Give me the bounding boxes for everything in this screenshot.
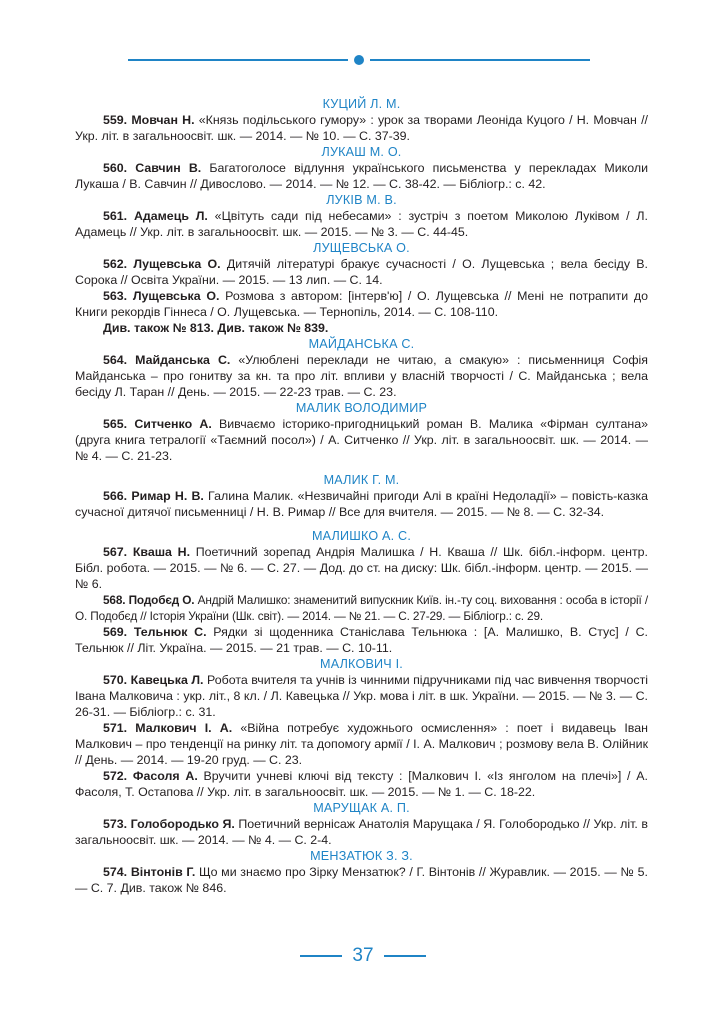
footer-line-right — [384, 955, 426, 957]
entry-text: Андрій Малишко: знаменитий випускник Київ. ін.-ту соц. виховання : особа в історії / О. Подобєд // Історія України (Шк. світ). — 2014. — № 21. — С. 27-29. — Бібліогр.: с. 29. — [75, 593, 648, 623]
entry-number: 573. — [103, 817, 128, 831]
entry-author: Малкович І. А. — [135, 721, 233, 735]
entry-number: 563. — [103, 289, 128, 303]
entry-text: Вивчаємо історико-пригодницький роман В. Малика «Фірман султана» (друга книга тетралогії «Таємний посол») / А. Ситченко // Укр. літ. в загальноосвіт. шк. — 2014. — № 4. — С. 21-23. — [75, 417, 648, 463]
entry-text: Рядки зі щоденника Станіслава Тельнюка : [А. Малишко, В. Стус] / С. Тельнюк // Літ. Україна. — 2015. — 21 трав. — С. 10-11. — [75, 625, 648, 655]
entry-number: 570. — [103, 673, 128, 687]
entry-author: Ситченко А. — [134, 417, 212, 431]
entry-number: 566. — [103, 489, 128, 503]
entry-text: Робота вчителя та учнів із чинними підручниками під час вивчення творчості Івана Малковича : укр. літ., 8 кл. / Л. Кавецька // Укр. мова і літ. в шк. України. — 2015. — № 3. — С. 26-31. — Бібліогр.: с. 31. — [75, 673, 649, 719]
section-heading: ЛУКІВ М. В. — [326, 193, 397, 207]
entry-author: Адамець Л. — [133, 209, 208, 223]
entry-number: 562. — [103, 257, 128, 271]
entry-number: 560. — [103, 161, 128, 175]
entry-author: Голобородько Я. — [130, 817, 235, 831]
section-heading: МАРУЩАК А. П. — [313, 801, 410, 815]
entry-author: Вінтонів Г. — [130, 865, 196, 879]
entry-number: 565. — [103, 417, 128, 431]
entry-text: «Війна потребує художнього осмислення» : поет і видавець Іван Малкович – про тенденції на ринку літ. та допомогу армії / І. А. Малкович ; розмову вела В. Олійник // День. — 2014. — 19-20 груд. — С. 23. — [75, 721, 648, 767]
entry-text: Багатоголосе відлуння українського письменства у перекладах Миколи Лукаша / В. Савчин // Дивослово. — 2014. — № 12. — С. 38-42. — Бібліогр.: с. 42. — [75, 161, 648, 191]
bibliography-content — [75, 96, 648, 896]
entry-author: Майданська С. — [135, 353, 231, 367]
entry-number: 568. — [103, 593, 126, 607]
section-heading: МАЛИШКО А. С. — [311, 529, 412, 543]
entry-author: Римар Н. В. — [131, 489, 204, 503]
entry-number: 561. — [103, 209, 128, 223]
bibliography-entry — [75, 864, 648, 896]
entry-number: 571. — [103, 721, 128, 735]
bibliography-entry — [75, 624, 648, 656]
entry-number: 569. — [103, 625, 128, 639]
bibliography-entry — [75, 672, 648, 720]
see-also-note: Див. також № 813. Див. також № 839. — [103, 321, 329, 335]
bibliography-entry — [75, 720, 648, 768]
entry-author: Савчин В. — [135, 161, 202, 175]
entry-author: Лущевська О. — [132, 289, 220, 303]
page-footer — [0, 946, 722, 966]
bibliography-entry — [75, 256, 648, 288]
bibliography-entry — [75, 416, 648, 464]
entry-author: Тельнюк С. — [133, 625, 207, 639]
entry-text: Вручити учневі ключі від тексту : [Малкович І. «Із янголом на плечі»] / А. Фасоля, Т. Остапова // Укр. літ. в загальноосвіт. шк. — 2015. — № 1. — С. 18-22. — [75, 769, 648, 799]
section-heading: ЛУКАШ М. О. — [321, 145, 402, 159]
ornament-line-left — [128, 59, 348, 61]
entry-text: Розмова з автором: [інтерв'ю] / О. Лущевська // Мені не потрапити до Книги рекордів Гіннеса / О. Лущевська. — Тернопіль, 2014. — С. 108-110. — [75, 289, 648, 319]
entry-author: Подобєд О. — [128, 593, 195, 607]
bibliography-entry — [75, 592, 648, 624]
bibliography-entry — [75, 488, 648, 520]
bibliography-entry — [75, 768, 648, 800]
section-heading: МАЙДАНСЬКА С. — [308, 337, 415, 351]
section-heading: ЛУЩЕВСЬКА О. — [313, 241, 410, 255]
bibliography-entry — [75, 816, 648, 848]
bibliography-entry — [75, 208, 648, 240]
ornament-line-right — [370, 59, 590, 61]
entry-author: Кваша Н. — [132, 545, 191, 559]
entry-author: Мовчан Н. — [131, 113, 195, 127]
entry-number: 564. — [103, 353, 128, 367]
section-heading: МАЛКОВИЧ І. — [320, 657, 403, 671]
entry-number: 572. — [103, 769, 128, 783]
entry-text: Дитячій літературі бракує сучасності / О. Лущевська ; вела бесіду В. Сорока // Освіта України. — 2015. — 13 лип. — С. 14. — [75, 257, 648, 287]
entry-text: «Улюблені переклади не читаю, а смакую» : письменниця Софія Майданська – про гонитву за кн. та про літ. впливи у власній творчості / С. Майданська ; вела бесіду Л. Таран // День. — 2015. — 22-23 трав. — С. 23. — [75, 353, 648, 399]
entry-author: Лущевська О. — [133, 257, 221, 271]
entry-text: Поетичний вернісаж Анатолія Марущака / Я. Голобородько // Укр. літ. в загальноосвіт. шк. — 2014. — № 4. — С. 2-4. — [75, 817, 648, 847]
section-heading: МАЛИК ВОЛОДИМИР — [295, 401, 428, 415]
section-heading: МЕНЗАТЮК З. З. — [310, 849, 413, 863]
entry-number: 574. — [103, 865, 128, 879]
entry-text: Поетичний зорепад Андрія Малишка / Н. Кваша // Шк. бібл.-інформ. центр. Бібл. робота. — 2015. — № 6. — С. 27. — Дод. до ст. на диску: Шк. бібл.-інформ. центр. — 2015. — № 6. — [75, 545, 648, 591]
bibliography-entry — [75, 112, 648, 144]
top-ornament — [128, 54, 590, 66]
footer-line-left — [300, 955, 342, 957]
entry-number: 559. — [103, 113, 128, 127]
section-heading: КУЦИЙ Л. М. — [322, 97, 401, 111]
entry-text: «Князь подільського гумору» : урок за творами Леоніда Куцого / Н. Мовчан // Укр. літ. в загальноосвіт. шк. — 2014. — № 10. — С. 37-39. — [75, 113, 648, 143]
entry-text: Галина Малик. «Незвичайні пригоди Алі в країні Недоладії» – повість-казка сучасної дитячої письменниці / Н. В. Римар // Все для вчителя. — 2015. — № 8. — С. 32-34. — [75, 489, 648, 519]
entry-number: 567. — [103, 545, 128, 559]
entry-text: «Цвітуть сади під небесами» : зустріч з поетом Миколою Луківом / Л. Адамець // Укр. літ. в загальноосвіт. шк. — 2015. — № 3. — С. 44-45. — [75, 209, 648, 239]
bibliography-entry — [75, 544, 648, 592]
ornament-dot — [354, 55, 364, 65]
entry-author: Кавецька Л. — [130, 673, 204, 687]
bibliography-entry — [75, 160, 648, 192]
bibliography-entry — [75, 288, 648, 320]
entry-author: Фасоля А. — [132, 769, 198, 783]
entry-text: Що ми знаємо про Зірку Мензатюк? / Г. Вінтонів // Журавлик. — 2015. — № 5. — С. 7. Див. також № 846. — [75, 865, 648, 895]
page-number: 37 — [352, 945, 374, 966]
section-heading: МАЛИК Г. М. — [323, 473, 400, 487]
bibliography-entry — [75, 352, 648, 400]
